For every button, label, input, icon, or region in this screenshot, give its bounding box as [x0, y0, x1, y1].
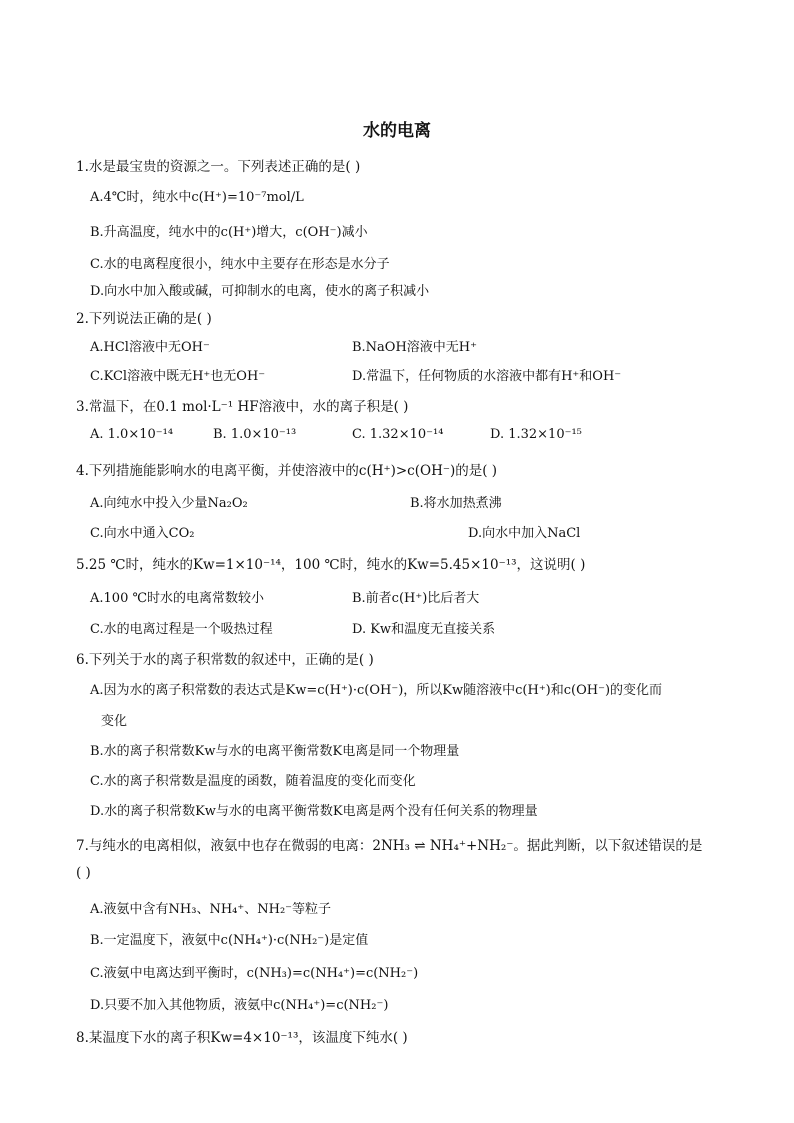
- question-7-option-a: A.液氨中含有NH₃、NH₄⁺、NH₂⁻等粒子: [90, 902, 332, 917]
- page-title: 水的电离: [363, 121, 431, 141]
- question-2-option-d: D.常温下，任何物质的水溶液中都有H⁺和OH⁻: [352, 369, 622, 384]
- question-1-option-b: B.升高温度，纯水中的c(H⁺)增大，c(OH⁻)减小: [90, 225, 368, 240]
- question-1-option-d: D.向水中加入酸或碱，可抑制水的电离，使水的离子积减小: [90, 284, 430, 299]
- question-1-option-c: C.水的电离程度很小，纯水中主要存在形态是水分子: [90, 257, 390, 272]
- question-7-option-b: B.一定温度下，液氨中c(NH₄⁺)·c(NH₂⁻)是定值: [90, 933, 369, 948]
- question-2-option-c: C.KCl溶液中既无H⁺也无OH⁻: [90, 369, 266, 384]
- question-7-stem: 7.与纯水的电离相似，液氨中也存在微弱的电离：2NH₃ ⇌ NH₄⁺+NH₂⁻。据此判断，以下叙述错误的是: [76, 838, 703, 854]
- question-3-stem: 3.常温下，在0.1 mol·L⁻¹ HF溶液中，水的离子积是( ): [76, 399, 409, 415]
- question-4-stem: 4.下列措施能影响水的电离平衡，并使溶液中的c(H⁺)>c(OH⁻)的是( ): [76, 463, 498, 479]
- question-6-option-c: C.水的离子积常数是温度的函数，随着温度的变化而变化: [90, 774, 416, 789]
- question-7-stem-answer-slot: ( ): [76, 865, 91, 881]
- question-2-option-a: A.HCl溶液中无OH⁻: [90, 340, 210, 355]
- question-6-option-a-continued: 变化: [101, 714, 128, 729]
- question-1-stem: 1.水是最宝贵的资源之一。下列表述正确的是( ): [76, 159, 361, 175]
- question-3-option-c: C. 1.32×10⁻¹⁴: [352, 427, 444, 442]
- question-8-stem: 8.某温度下水的离子积Kw=4×10⁻¹³，该温度下纯水( ): [76, 1030, 408, 1046]
- question-5-option-b: B.前者c(H⁺)比后者大: [352, 591, 480, 606]
- question-4-option-b: B.将水加热煮沸: [410, 496, 502, 511]
- question-4-option-d: D.向水中加入NaCl: [468, 526, 581, 541]
- question-5-option-a: A.100 ℃时水的电离常数较小: [90, 591, 265, 606]
- question-5-option-c: C.水的电离过程是一个吸热过程: [90, 622, 273, 637]
- question-1-option-a: A.4℃时，纯水中c(H⁺)=10⁻⁷mol/L: [90, 190, 304, 205]
- question-3-option-b: B. 1.0×10⁻¹³: [213, 427, 297, 442]
- question-4-option-c: C.向水中通入CO₂: [90, 526, 195, 541]
- question-2-option-b: B.NaOH溶液中无H⁺: [352, 340, 478, 355]
- question-5-option-d: D. Kw和温度无直接关系: [352, 622, 496, 637]
- question-6-option-d: D.水的离子积常数Kw与水的电离平衡常数K电离是两个没有任何关系的物理量: [90, 804, 538, 819]
- question-3-option-a: A. 1.0×10⁻¹⁴: [90, 427, 174, 442]
- question-6-stem: 6.下列关于水的离子积常数的叙述中，正确的是( ): [76, 652, 374, 668]
- question-2-stem: 2.下列说法正确的是( ): [76, 311, 212, 327]
- question-7-option-d: D.只要不加入其他物质，液氨中c(NH₄⁺)=c(NH₂⁻): [90, 998, 389, 1013]
- question-3-option-d: D. 1.32×10⁻¹⁵: [490, 427, 582, 442]
- question-5-stem: 5.25 ℃时，纯水的Kw=1×10⁻¹⁴，100 ℃时，纯水的Kw=5.45×10⁻¹³，这说明( ): [76, 557, 586, 573]
- question-6-option-b: B.水的离子积常数Kw与水的电离平衡常数K电离是同一个物理量: [90, 744, 460, 759]
- question-6-option-a: A.因为水的离子积常数的表达式是Kw=c(H⁺)·c(OH⁻)，所以Kw随溶液中c(H⁺)和c(OH⁻)的变化而: [90, 683, 663, 698]
- question-4-option-a: A.向纯水中投入少量Na₂O₂: [90, 496, 248, 511]
- question-7-option-c: C.液氨中电离达到平衡时，c(NH₃)=c(NH₄⁺)=c(NH₂⁻): [90, 966, 419, 981]
